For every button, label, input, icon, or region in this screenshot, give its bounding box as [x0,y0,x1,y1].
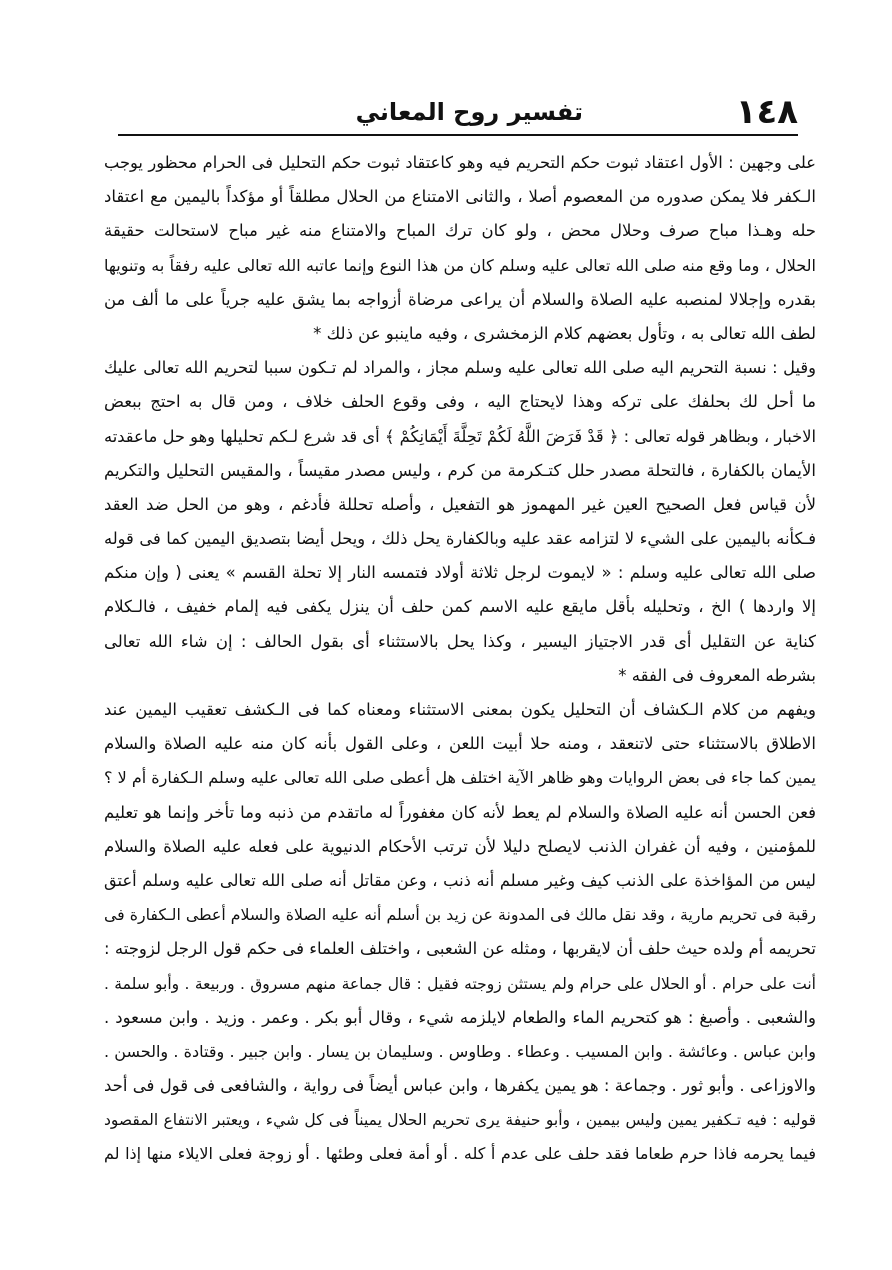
text-line: الاخبار ، وبظاهر قوله تعالى : ﴿ قَدْ فَرَضَ اللَّهُ لَكُمْ تَحِلَّةَ أَيْمَانِكُمْ ﴾ أى قد شرع لـكم تحليلها وهو حل ماعقدته [104,426,816,446]
text-line: ليس من المؤاخذة على الذنب كيف وغير مسلم أنه ذنب ، وعن مقاتل أنه صلى الله تعالى عليه وسلم أعتق [104,870,816,890]
text-line: تحريمه أم ولده حيث حلف أن لايقربها ، ومثله عن الشعبى ، واختلف العلماء فى حكم قول الرجل لزوجته : [104,939,816,959]
text-line: بشرطه المعروف فى الفقه * [618,665,816,685]
text-line: والشعبى . وأصبغ : هو كتحريم الماء والطعام لايلزمه شيء ، وقال أبو بكر . وعمر . وزيد . وابن مسعود . [104,1007,816,1027]
text-line: الاطلاق بالاستثناء حتى لاتنعقد ، ومنه حلا أبيت اللعن ، وعلى القول بأنه كان منه عليه الصلاة والسلام [104,734,816,754]
text-line: ويفهم من كلام الـكشاف أن التحليل يكون بمعنى الاستثناء ومعناه كما فى الـكشف تعقيب اليمين عند [104,700,816,719]
text-line: أنت على حرام . أو الحلال على حرام ولم يستثن زوجته فقيل : قال جماعة منهم مسروق . وربيعة . وأبو سلمة . [104,974,816,993]
page-header [118,92,798,136]
text-line: والاوزاعى . وأبو ثور . وجماعة : هو يمين يكفرها ، وابن عباس أيضاً فى رواية ، والشافعى فى قول فى أحد [104,1076,816,1096]
text-line: الـكفر فلا يمكن صدوره من المعصوم أصلا ، والثانى الامتناع من الحلال مطلقاً أو مؤكداً باليمين مع اعتقاد [104,187,816,207]
text-line: يمين كما جاء فى بعض الروايات وهو ظاهر الآية اختلف هل أعطى صلى الله تعالى عليه وسلم الـكفارة أم لا ؟ [104,768,816,788]
text-line: بقدره وإجلالا لمنصبه عليه الصلاة والسلام أن يراعى مرضاة أزواجه بما يشق عليه جرياً على ما ألف من [104,289,816,309]
running-title: تفسير روح المعاني [355,98,583,126]
text-line: قوليه : فيه تـكفير يمين وليس بيمين ، وأبو حنيفة يرى تحريم الحلال يميناً فى كل شيء ، ويعتبر الانتفاع المقصود [104,1111,816,1130]
text-line: رقبة فى تحريم مارية ، وقد نقل مالك فى المدونة عن زيد بن أسلم أنه عليه الصلاة والسلام أعطى الـكفارة فى [104,905,816,925]
text-line: فـكأنه باليمين على الشيء لا لتزامه عقد عليه وبالكفارة يحل ذلك ، ويحل أيضا بتصديق اليمين كما فى قوله [104,529,816,549]
text-line: صلى الله تعالى عليه وسلم : « لايموت لرجل ثلاثة أولاد فتمسه النار إلا تحلة القسم » يعنى ( وإن منكم [104,563,816,583]
text-line: وابن عباس . وعائشة . وابن المسيب . وعطاء . وطاوس . وسليمان بن يسار . وابن جبير . وقتادة . والحسن . [104,1041,816,1061]
text-line: كناية عن التقليل أى قدر الاجتياز اليسير ، وكذا يحل بالاستثناء أى بقول الحالف : إن شاء الله تعالى [104,631,816,651]
text-line: على وجهين : الأول اعتقاد ثبوت حكم التحريم فيه وهو كاعتقاد ثبوت حكم التحليل فى الحرام محظور يوجب [104,153,816,172]
text-line: لأن قياس فعل الصحيح العين غير المهموز هو التفعيل ، وأصله تحللة فأدغم ، وهو من الحل ضد العقد [104,494,816,514]
text-line: فعن الحسن أنه عليه الصلاة والسلام لم يعط لأنه كان مغفوراً له ماتقدم من ذنبه وما تأخر وإنما هو تعليم [104,802,816,822]
text-line: لطف الله تعالى به ، وتأول بعضهم كلام الزمخشرى ، وفيه ماينبو عن ذلك * [313,323,816,343]
text-line: فيما يحرمه فاذا حرم طعاما فقد حلف على عدم أ كله . أو أمة فعلى وطئها . أو زوجة فعلى الايلاء منها إذا لم [104,1144,816,1164]
body-text [104,146,816,1172]
text-line: إلا واردها ) الخ ، وتحليله بأقل مايقع عليه الاسم كمن حلف أن ينزل يكفى فيه إلمام خفيف ، فالـكلام [104,597,816,617]
text-line: حله وهـذا مباح صرف وحلال محض ، ولو كان ترك المباح والامتناع منه غير مباح لاستحالت حقيقة [104,221,816,241]
header-rule [118,134,798,136]
page-number: ١٤٨ [735,92,798,132]
text-line: ما أحل لك بحلفك على تركه وهذا لايحتاج اليه ، وفى وقوع الحلف خلاف ، ومن قال به احتج ببعض [104,392,816,412]
text-line: الحلال ، وما وقع منه صلى الله تعالى عليه وسلم كان من هذا النوع وإنما عاتبه الله تعالى عليه رفقاً به وتنويها [104,255,816,275]
text-line: للمؤمنين ، وفيه أن غفران الذنب لايصلح دليلا لأن ترتب الأحكام الدنيوية على فعله عليه الصلاة والسلام [104,836,816,856]
text-line: وقيل : نسبة التحريم اليه صلى الله تعالى عليه وسلم مجاز ، والمراد لم تـكون سببا لتحريم الله تعالى عليك [104,358,816,378]
text-line: الأيمان بالكفارة ، فالتحلة مصدر حلل كتـكرمة من كرم ، وليس مصدر مقيساً ، والمقيس التحليل والتكريم [104,460,816,480]
